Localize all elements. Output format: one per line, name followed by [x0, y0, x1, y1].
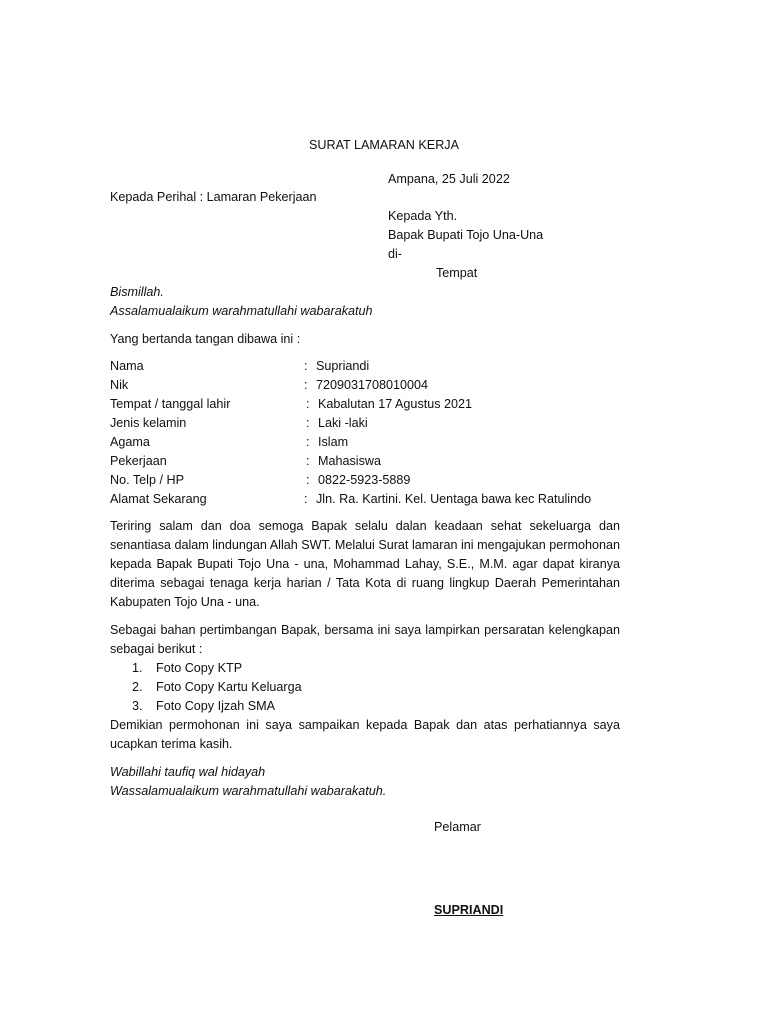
data-value: 7209031708010004 — [316, 378, 429, 392]
list-number: 2. — [132, 680, 143, 694]
recipient-block — [388, 207, 543, 283]
list-number: 3. — [132, 699, 143, 713]
data-label: Nik — [110, 378, 129, 392]
greeting-line: Bismillah. — [110, 285, 164, 299]
closing-line: Wassalamualaikum warahmatullahi wabarakatuh. — [110, 784, 387, 798]
list-item — [110, 697, 620, 716]
data-separator: : — [306, 473, 310, 487]
recipient-line: Tempat — [436, 266, 478, 280]
data-label: Tempat / tanggal lahir — [110, 397, 231, 411]
body-paragraph: Teriring salam dan doa semoga Bapak selalu dalan keadaan sehat sekeluarga dan senantiasa dalam lindungan Allah SWT. Melalui Surat lamaran ini mengajukan permohonan kepada Bapak Bupati Tojo Una - una, Mohammad Lahay, S.E., M.M. agar dapat kiranya diterima sebagai tenaga kerja harian / Tata Kota di ruang lingkup Daerah Pemerintahan Kabupaten Tojo Una - una. — [110, 519, 620, 609]
attachment-list — [110, 659, 620, 716]
data-label: Alamat Sekarang — [110, 492, 207, 506]
data-value: Supriandi — [316, 359, 370, 373]
data-row — [110, 471, 650, 490]
data-row — [110, 357, 650, 376]
data-row — [110, 395, 650, 414]
data-value: 0822-5923-5889 — [318, 473, 411, 487]
data-value: Mahasiswa — [318, 454, 381, 468]
signoff-label: Pelamar — [434, 820, 481, 834]
data-label: Jenis kelamin — [110, 416, 187, 430]
list-text: Foto Copy Ijzah SMA — [156, 699, 275, 713]
data-label: No. Telp / HP — [110, 473, 184, 487]
data-separator: : — [306, 397, 310, 411]
data-label: Pekerjaan — [110, 454, 167, 468]
greeting-block — [110, 283, 373, 321]
data-row — [110, 490, 650, 509]
subject-line: Kepada Perihal : Lamaran Pekerjaan — [110, 190, 317, 204]
data-row — [110, 414, 650, 433]
data-value: Laki -laki — [318, 416, 368, 430]
data-separator: : — [304, 378, 308, 392]
recipient-line: di- — [388, 247, 402, 261]
data-separator: : — [306, 435, 310, 449]
data-row — [110, 433, 650, 452]
list-text: Foto Copy KTP — [156, 661, 243, 675]
data-row — [110, 452, 650, 471]
data-separator: : — [306, 416, 310, 430]
data-separator: : — [306, 454, 310, 468]
data-label: Nama — [110, 359, 144, 373]
data-value: Islam — [318, 435, 349, 449]
list-number: 1. — [132, 661, 143, 675]
recipient-line: Bapak Bupati Tojo Una-Una — [388, 228, 544, 242]
list-text: Foto Copy Kartu Keluarga — [156, 680, 302, 694]
list-item — [110, 659, 620, 678]
letter-title: SURAT LAMARAN KERJA — [309, 138, 459, 152]
closing-line: Wabillahi taufiq wal hidayah — [110, 765, 266, 779]
signature-name: SUPRIANDI — [434, 903, 504, 917]
applicant-data-table — [110, 357, 650, 509]
data-separator: : — [304, 492, 308, 506]
place-date: Ampana, 25 Juli 2022 — [388, 172, 510, 186]
data-row — [110, 376, 650, 395]
data-value: Kabalutan 17 Agustus 2021 — [318, 397, 473, 411]
recipient-line: Kepada Yth. — [388, 209, 458, 223]
body-paragraph: Demikian permohonan ini saya sampaikan kepada Bapak dan atas perhatiannya saya ucapkan terima kasih. — [110, 718, 620, 751]
closing-block — [110, 763, 386, 801]
intro-line: Yang bertanda tangan dibawa ini : — [110, 332, 301, 346]
body-paragraph: Sebagai bahan pertimbangan Bapak, bersama ini saya lampirkan persaratan kelengkapan sebagai berikut : — [110, 623, 620, 656]
greeting-line: Assalamualaikum warahmatullahi wabarakatuh — [110, 304, 373, 318]
data-separator: : — [304, 359, 308, 373]
list-item — [110, 678, 620, 697]
data-value: Jln. Ra. Kartini. Kel. Uentaga bawa kec Ratulindo — [316, 492, 592, 506]
data-label: Agama — [110, 435, 150, 449]
